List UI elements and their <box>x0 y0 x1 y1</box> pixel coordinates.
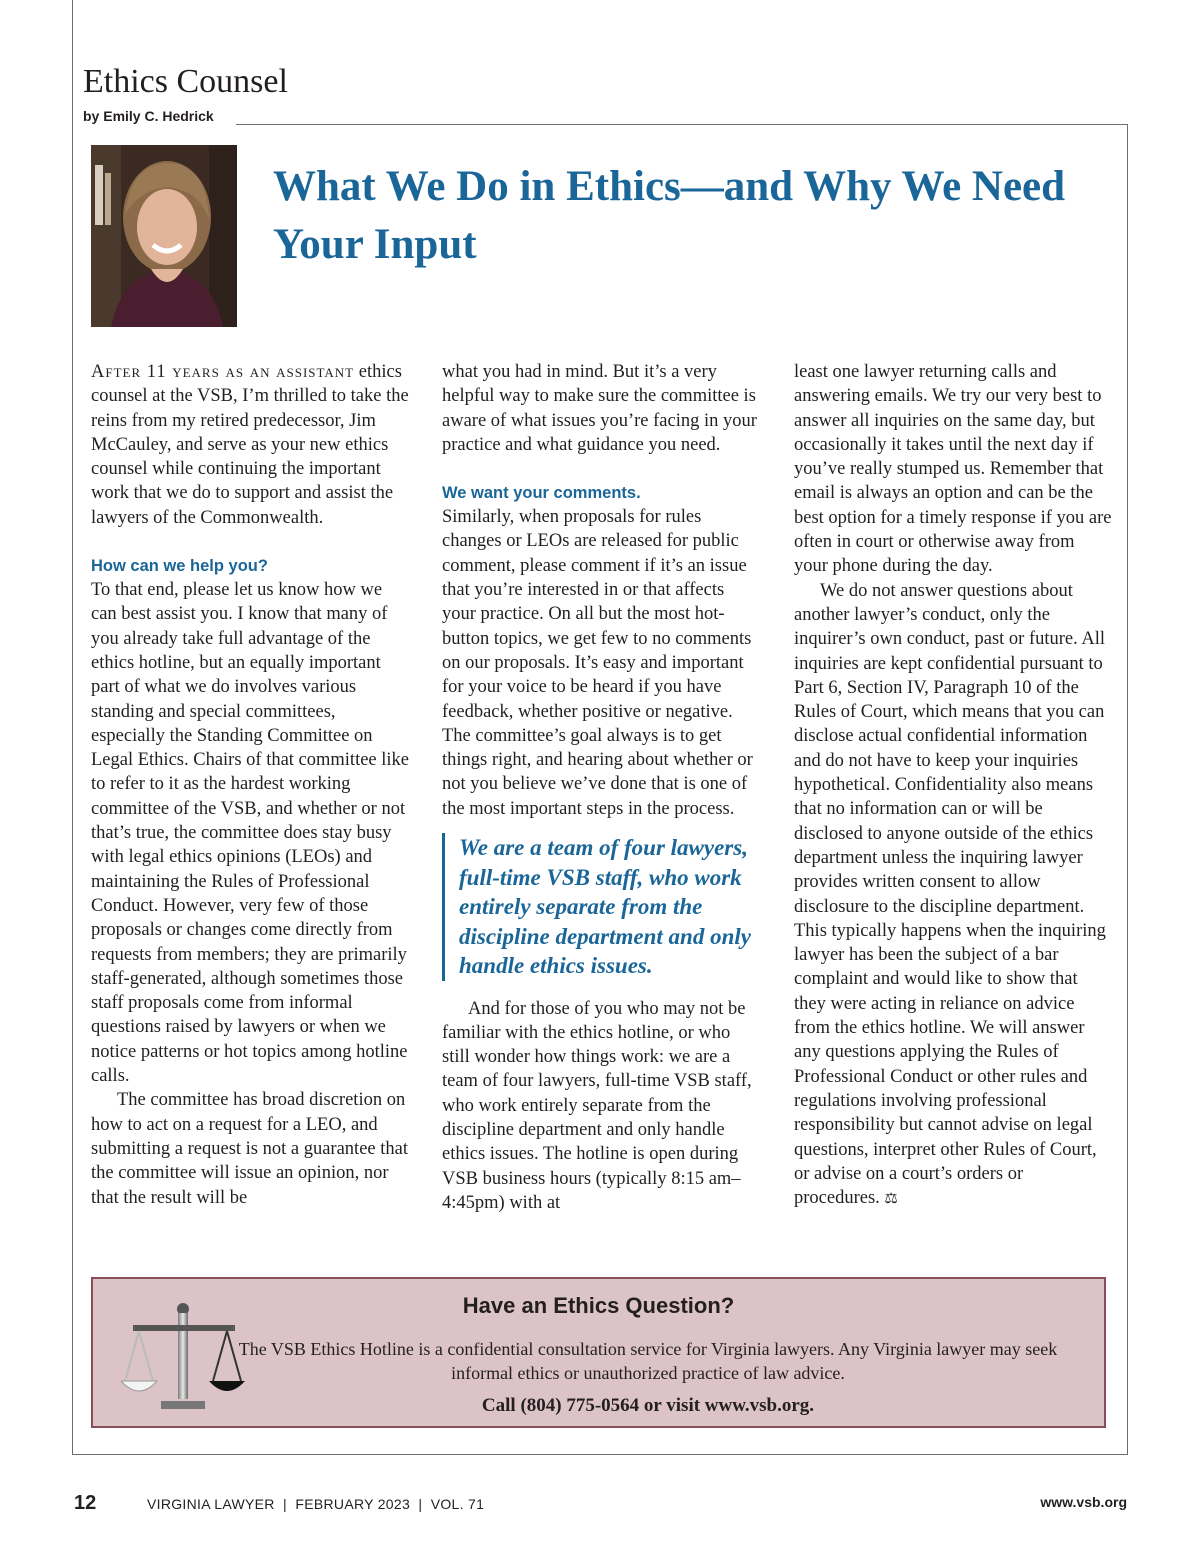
paragraph-intro: ethics counsel at the VSB, I’m thrilled to take the reins from my retired predecessor, Jim McCauley, and serve as your new ethics counsel while continuing the important work that we do to support and assist the lawyers of the Commonwealth. <box>91 362 409 528</box>
end-mark-scales-icon: ⚖ <box>884 1191 898 1208</box>
paragraph-assist: To that end, please let us know how we can best assist you. I know that many of you already take full advantage of the ethics hotline, but an equally important part of what we do involves various standing and special committees, especially the Standing Committee on Legal Ethics. Chairs of that committee like to refer to it as the hardest working committee of the VSB, and whether or not that’s true, the committee does stay busy with legal ethics opinions (LEOs) and maintaining the Rules of Professional Conduct. However, very few of those proposals or changes come directly from requests from members; they are primarily staff-generated, although sometimes those staff proposals come from informal questions raised by lawyers or when we notice patterns or hot topics among hotline calls. <box>91 580 410 1087</box>
callout-body: The VSB Ethics Hotline is a confidential consultation service for Virginia lawyers. Any Virginia lawyer may seek informal ethics or unauthorized practice of law advice. <box>238 1339 1058 1383</box>
byline: by Emily C. Hedrick <box>83 108 214 124</box>
article-column-3 <box>794 360 1112 1211</box>
ethics-question-callout <box>91 1277 1106 1428</box>
section-title: Ethics Counsel <box>83 63 288 100</box>
article-column-2 <box>442 360 760 1215</box>
author-photo <box>91 145 237 327</box>
magazine-issue: VIRGINIA LAWYER | FEBRUARY 2023 | VOL. 71 <box>147 1496 485 1512</box>
callout-title: Have an Ethics Question? <box>462 1293 735 1318</box>
right-border-rule <box>1127 124 1128 1454</box>
paragraph-hotline-start: And for those of you who may not be familiar with the ethics hotline, or who still wonder how things work: we are a team of four lawyers, full-time VSB staff, who work entirely separate from the discipline department and only handle ethics issues. The hotline is open during VSB business hours (typically 8:15 am–4:45pm) with at <box>442 998 752 1213</box>
top-border-rule <box>236 124 1128 125</box>
pull-quote: We are a team of four lawyers, full-time VSB staff, who work entirely separate from the discipline department and only handle ethics issues. <box>442 833 760 981</box>
website-link[interactable]: www.vsb.org <box>1040 1494 1127 1510</box>
bottom-border-rule <box>72 1454 1128 1455</box>
paragraph-committee-end: what you had in mind. But it’s a very helpful way to make sure the committee is aware of what issues you’re facing in your practice and what guidance you need. <box>442 362 757 455</box>
article-lead-in: After 11 years as an assistant <box>91 362 355 382</box>
article-headline: What We Do in Ethics—and Why We Need Your Input <box>273 163 1066 268</box>
page-number: 12 <box>74 1492 97 1514</box>
callout-contact: Call (804) 775-0564 or visit www.vsb.org. <box>481 1395 815 1416</box>
paragraph-confidentiality: We do not answer questions about another lawyer’s conduct, only the inquirer’s own conduct, past or future. All inquiries are kept confidential pursuant to Part 6, Section IV, Paragraph 10 of the Rules of Court, which means that you can disclose actual confidential information and do not have to keep your inquiries hypothetical. Confidentiality also means that no information can or will be disclosed to anyone outside of the ethics department unless the inquiring lawyer provides written consent to allow disclosure to the discipline department. This typically happens when the inquiring lawyer has been the subject of a bar complaint and would like to show that they were acting in reliance on advice from the ethics hotline. We will answer any questions applying the Rules of Professional Conduct or other rules and regulations involving professional responsibility but cannot advise on legal questions, interpret other Rules of Court, or advise on a court’s orders or procedures. <box>794 580 1106 1209</box>
article-column-1 <box>91 360 409 1210</box>
paragraph-hotline-end: least one lawyer returning calls and answering emails. We try our very best to answer all inquiries on the same day, but occasionally it takes until the next day if you’ve really stumped us. Remember that email is always an option and can be the best option for a timely response if you are often in court or otherwise away from your phone during the day. <box>794 362 1112 577</box>
paragraph-committee-start: The committee has broad discretion on how to act on a request for a LEO, and submitting a request is not a guarantee that the committee will issue an opinion, nor that the result will be <box>91 1090 408 1208</box>
left-border-rule <box>72 0 73 1454</box>
subhead-comments: We want your comments. <box>442 484 641 503</box>
paragraph-comments: Similarly, when proposals for rules changes or LEOs are released for public comment, please comment if it’s an issue that you’re interested in or that affects your practice. On all but the most hot-button topics, we get few to no comments on our proposals. It’s easy and important for your voice to be heard if you have feedback, whether positive or negative. The committee’s goal always is to get things right, and hearing about whether or not you believe we’ve done that is one of the most important steps in the process. <box>442 507 753 819</box>
subhead-how-can-we-help: How can we help you? <box>91 557 268 576</box>
